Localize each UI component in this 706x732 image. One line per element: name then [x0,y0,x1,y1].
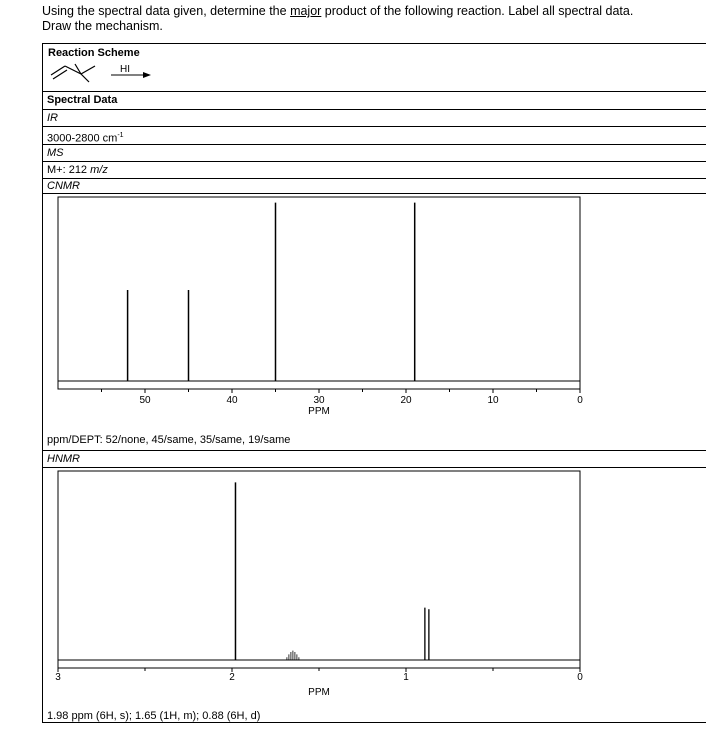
reagent-label: HI [120,64,130,75]
cnmr-tick-label: 50 [139,395,151,406]
emphasis-major: major [290,4,322,18]
question-line-2: Draw the mechanism. [42,19,163,33]
cnmr-tick-label: 0 [577,395,583,406]
alkene-structure [51,64,95,82]
reaction-scheme-drawing [43,58,243,88]
hnmr-tick-label: 3 [55,672,61,683]
hnmr-tick-label: 0 [577,672,583,683]
ir-label-row: IR [43,109,706,126]
data-table [42,43,706,723]
hnmr-section [43,467,706,724]
hnmr-tick-label: 2 [229,672,235,683]
cnmr-frame [58,197,580,389]
ms-value-row: M+: 212 m/z [43,161,706,178]
hnmr-label-row: HNMR [43,450,706,467]
question-line-1: Using the spectral data given, determine the major product of the following reaction. Label all spectral data. [42,4,634,18]
cnmr-tick-label: 20 [400,395,412,406]
hnmr-x-axis-label: PPM [308,687,330,698]
cnmr-label-row: CNMR [43,178,706,193]
reaction-scheme-header: Reaction Scheme [48,47,140,59]
cnmr-tick-label: 30 [313,395,325,406]
cnmr-x-axis-label: PPM [308,406,330,417]
hnmr-caption: 1.98 ppm (6H, s); 1.65 (1H, m); 0.88 (6H, d) [47,710,261,722]
arrow-head [143,72,151,78]
spectral-data-header: Spectral Data [43,91,706,109]
cnmr-caption: ppm/DEPT: 52/none, 45/same, 35/same, 19/same [47,434,291,446]
ms-label-row: MS [43,144,706,161]
ir-value-row: 3000-2800 $cm^{-1}$ [43,126,706,144]
cnmr-section [43,193,706,450]
cnmr-tick-label: 10 [487,395,499,406]
hnmr-frame [58,471,580,668]
hnmr-tick-label: 1 [403,672,409,683]
hnmr-spectrum [43,468,706,724]
cnmr-spectrum [43,194,706,450]
question-text [42,4,633,34]
cnmr-tick-label: 40 [226,395,238,406]
